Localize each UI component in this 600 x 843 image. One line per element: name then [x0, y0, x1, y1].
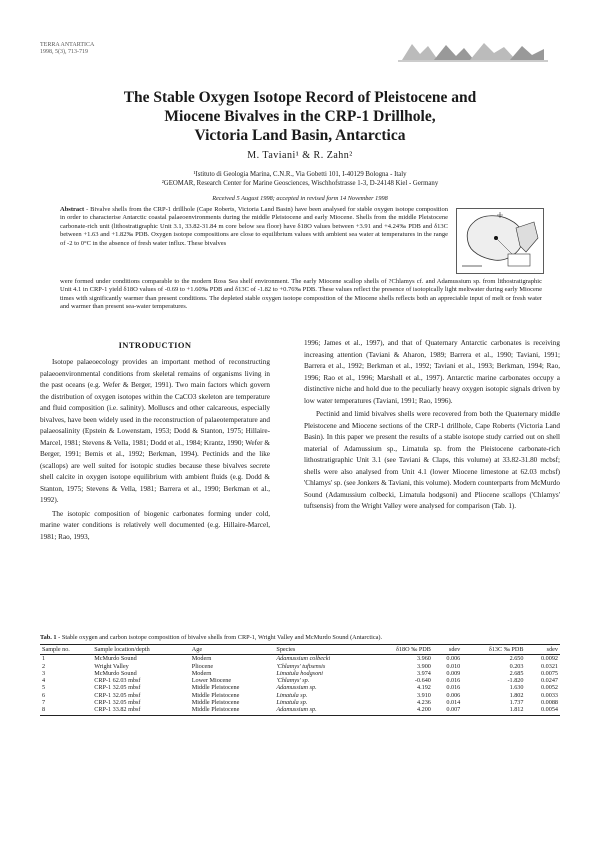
journal-name: TERRA ANTARTICA — [40, 42, 95, 48]
cell-sample-no: 1 — [42, 655, 46, 663]
cell-location: McMurdo Sound — [94, 669, 137, 677]
cell-d13c: -1.820 — [507, 677, 524, 685]
cell-sample-no: 3 — [42, 669, 46, 677]
table-row — [40, 663, 560, 670]
cell-d13c: 1.630 — [509, 684, 524, 692]
cell-species: Adamussium sp. — [276, 684, 317, 692]
cell-sample-no: 7 — [42, 699, 46, 707]
cell-d13c: 1.812 — [462, 706, 525, 715]
journal-logo — [398, 40, 548, 64]
cell-sdev-1: 0.016 — [446, 677, 461, 685]
cell-species: 'Chlamys' sp. — [276, 677, 310, 685]
left-column — [40, 340, 270, 543]
cell-d18o: 3.960 — [416, 655, 431, 663]
cell-species: Limatula hodgsoni — [276, 669, 323, 677]
cell-sdev-1: 0.007 — [433, 706, 462, 715]
cell-location: CRP-1 62.03 mbsf — [94, 677, 141, 685]
col-header-species: Species — [274, 645, 369, 655]
cell-age: Middle Pleistocene — [191, 684, 240, 692]
cell-age: Modern — [191, 669, 212, 677]
col-header-age: Age — [190, 645, 275, 655]
isotope-table — [40, 644, 560, 716]
cell-age: Modern — [191, 655, 212, 663]
cell-age: Middle Pleistocene — [191, 691, 240, 699]
received-dates: Received 5 August 1998; accepted in revised form 14 November 1998 — [212, 195, 388, 202]
intro-paragraph-4: Pectinid and limid bivalves shells were recovered from both the Quaternary middle Pleistocene and Miocene sections of the CRP-1 drillhole, Cape Roberts (Victoria Land Basin). In this paper we present the results of a stable isotope study carried out on shell material of Adamussium sp., Limatula sp. from the Pleistocene carbonate-rich lithostratigraphic Unit 3.1 (see Taviani & Claps, this volume) at 33.82-31.80 mcbsf; shells were also analysed from Unit 4.1 (lower Miocene limestone at 62.03 mcbsf) 'Chlamys' sp. (see Jonkers & Taviani, this volume). Modern counterparts from McMurdo Sound (Adamussium colbecki, Limatula hodgsoni) and Pliocene scallops ('Chlamys' tuftsensis) from the Wright Valley were analysed for comparison (Tab. 1). — [304, 410, 560, 510]
cell-sdev-1: 0.006 — [446, 691, 461, 699]
col-header-location: Sample location/depth — [92, 645, 190, 655]
cell-location: CRP-1 32.05 mbsf — [94, 691, 141, 699]
cell-species: Adamussium colbecki — [276, 655, 331, 663]
table-header-row — [40, 645, 560, 655]
cell-sdev-2: 0.0247 — [540, 677, 558, 685]
cell-sdev-2: 0.0321 — [540, 662, 558, 670]
cell-location: McMurdo Sound — [94, 655, 137, 663]
journal-header — [40, 42, 94, 56]
cell-d18o: 4.200 — [369, 706, 433, 715]
abstract-heading: Abstract — [60, 206, 85, 213]
intro-paragraph-1: Isotope palaeoecology provides an important method of reconstructing palaeoenvironmental conditions from skeletal remains of organisms living in the past oceans (e.g. Wefer & Berger, 1991). Two main factors which govern the distribution of oxygen isotopes within the CaCO3 skeleton are temperature and fluid composition (i.e. salinity). Molluscs and other calcareous, especially bivalves, have been widely used in the reconstruction of palaeotemperature and palaeosalinity (Epstein & Lowenstam, 1953; Dodd & Stanton, 1975; Hillaire-Marcel, 1981; Stevens & Vella, 1981; Dodd et al., 1984; Krantz, 1990; Wefer & Berger, 1991; Bemis et al., 1992; Berkman, 1994). Pectinids and the like (scallops) are well suited for isotopic studies because these bivalves secrete shell calcite in oxygen isotope equilibrium with ambient fluids (e.g. Dodd & Stanton, 1975; Stevens & Vella, 1981; Barrera et al., 1990; Berkman et al., 1992). — [40, 358, 270, 504]
table-caption-label: Tab. 1 — [40, 634, 57, 641]
article-title — [60, 88, 540, 145]
cell-d18o: 3.910 — [416, 691, 431, 699]
cell-location: CRP-1 32.05 mbsf — [94, 684, 141, 692]
table-row — [40, 655, 560, 663]
abstract-continued: were formed under conditions comparable to the modern Ross Sea shelf environment. The early Miocene scallop shells of ?Chlamys cf. and Adamussium sp. from lithostratigraphic Unit 4.1 in CRP-1 yield δ18O values of -0.69 to +1.60‰ PDB and δ13C of -1.82 to +0.76‰ PDB. These values reflect the presence of isotopically light meltwater during early Miocene times with significantly warmer than present conditions. The depleted stable oxygen isotope composition of the Miocene shells reflects both an appreciable input of melt or fresh water and warmer than present sea-water temperatures. — [60, 278, 542, 311]
cell-d13c: 0.203 — [509, 662, 524, 670]
author-list: M. Taviani¹ & R. Zahn² — [247, 150, 353, 161]
table-row — [40, 684, 560, 691]
cell-sdev-1: 0.014 — [446, 699, 461, 707]
cell-d13c: 1.802 — [509, 691, 524, 699]
cell-sdev-1: 0.010 — [446, 662, 461, 670]
cell-sdev-2: 0.0052 — [540, 684, 558, 692]
cell-d13c: 2.685 — [509, 669, 524, 677]
table-row — [40, 677, 560, 684]
cell-location: CRP-1 32.05 mbsf — [94, 699, 141, 707]
col-header-sdev-1: sdev — [433, 645, 462, 655]
cell-sample-no: 8 — [40, 706, 92, 715]
cell-sample-no: 5 — [42, 684, 46, 692]
abstract — [60, 206, 448, 248]
cell-sdev-2: 0.0033 — [540, 691, 558, 699]
cell-sample-no: 4 — [42, 677, 46, 685]
location-map-figure — [456, 208, 544, 274]
affiliation-2: ²GEOMAR, Research Center for Marine Geosciences, Wischhofstrasse 1-3, D-24148 Kiel - Germany — [161, 180, 439, 187]
table-row — [40, 706, 560, 715]
cell-sample-no: 6 — [42, 691, 46, 699]
introduction-heading: INTRODUCTION — [118, 340, 192, 350]
cell-d18o: 3.900 — [416, 662, 431, 670]
table-row — [40, 692, 560, 699]
col-header-sdev-2: sdev — [525, 645, 560, 655]
col-header-d18o: δ18O ‰ PDB — [369, 645, 433, 655]
affiliations — [60, 170, 540, 188]
cell-sdev-2: 0.0075 — [540, 669, 558, 677]
table-row — [40, 670, 560, 677]
cell-location: Wright Valley — [94, 662, 129, 670]
cell-d13c: 1.737 — [509, 699, 524, 707]
cell-sdev-1: 0.009 — [446, 669, 461, 677]
journal-volume: 1998, 5(3), 713-719 — [40, 49, 88, 55]
affiliation-1: ¹Istituto di Geologia Marina, C.N.R., Via Gobetti 101, I-40129 Bologna - Italy — [193, 171, 407, 178]
cell-species: Limatula sp. — [276, 691, 308, 699]
cell-age: Pliocene — [191, 662, 214, 670]
intro-paragraph-2: The isotopic composition of biogenic carbonates forming under cold, marine water conditions is relatively well documented (e.g. Hillaire-Marcel, 1981; Rao, 1993, — [40, 509, 270, 541]
cell-d13c: 2.650 — [509, 655, 524, 663]
cell-d18o: -0.640 — [414, 677, 431, 685]
cell-sdev-2: 0.0088 — [540, 699, 558, 707]
cell-species: 'Chlamys' tuftsensis — [276, 662, 326, 670]
cell-species: Limatula sp. — [276, 699, 308, 707]
right-column — [304, 338, 560, 513]
cell-age: Middle Pleistocene — [191, 699, 240, 707]
col-header-sample-no: Sample no. — [40, 645, 92, 655]
cell-sdev-1: 0.006 — [446, 655, 461, 663]
cell-sdev-1: 0.016 — [446, 684, 461, 692]
cell-age: Lower Miocene — [191, 677, 232, 685]
cell-d18o: 4.236 — [416, 699, 431, 707]
cell-age: Middle Pleistocene — [190, 706, 275, 715]
cell-location: CRP-1 33.82 mbsf — [92, 706, 190, 715]
cell-sdev-2: 0.0054 — [525, 706, 560, 715]
cell-sdev-2: 0.0092 — [540, 655, 558, 663]
title-line-3: Victoria Land Basin, Antarctica — [194, 127, 406, 144]
abstract-text-1: - Bivalve shells from the CRP-1 drillhole (Cape Roberts, Victoria Land Basin) have been analysed for stable oxygen isotope composition in order to characterise Antarctic coastal palaeoenvironments during the middle Pleistocene and early Miocene. Shells from the middle Pleistocene carbonate-rich unit (lithostratigraphic Unit 3.1, 33.82-31.84 m core below sea floor) have δ18O values between +3.91 and +4.24‰ PDB and δ13C between +1.63 and +1.82‰ PDB. Oxygen isotope compositions are close to equilibrium values with ambient sea water at temperatures in the range of -2 to 0°C in the absence of fresh water influx. These bivalves — [60, 206, 448, 247]
table-caption — [40, 634, 560, 642]
title-line-2: Miocene Bivalves in the CRP-1 Drillhole, — [164, 108, 436, 125]
cell-d18o: 3.974 — [416, 669, 431, 677]
table-row — [40, 699, 560, 706]
cell-d18o: 4.192 — [416, 684, 431, 692]
col-header-d13c: δ13C ‰ PDB — [462, 645, 525, 655]
title-line-1: The Stable Oxygen Isotope Record of Pleistocene and — [123, 89, 477, 106]
intro-paragraph-3: 1996; James et al., 1997), and that of Quaternary Antarctic carbonates is receiving increasing attention (Taviani & Aharon, 1989; Barrera et al., 1990; Taviani, 1991; Barrera et al., 1992; Berkman et al., 1992; Taviani et al., 1993; Berkman, 1994; Rao, 1996; Rao et al., 1996; Marshall et al., 1997). Antarctic marine carbonates occupy a distinctive niche and hold due to the peculiarly heavy oxygen isotopic signals driven by low water temperatures (Taviani, 1991; Rao, 1996). — [304, 339, 560, 405]
cell-species: Adamussium sp. — [274, 706, 369, 715]
cell-sample-no: 2 — [42, 662, 46, 670]
table-caption-text: - Stable oxygen and carbon isotope composition of bivalve shells from CRP-1, Wright Valley and McMurdo Sound (Antarctica). — [58, 634, 383, 641]
